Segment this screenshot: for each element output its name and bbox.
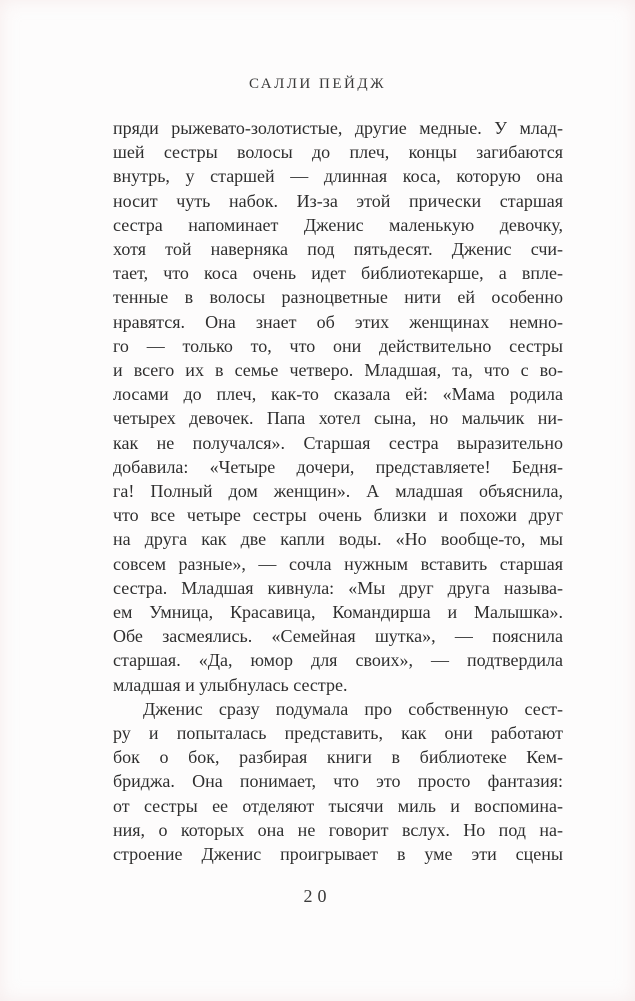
text-line: хотя той наверняка под пятьдесят. Дженис счи- bbox=[113, 239, 563, 260]
paragraph bbox=[113, 697, 563, 866]
text-line: носит чуть набок. Из-за этой прически старшая bbox=[113, 190, 563, 211]
text-line: сестра напоминает Дженис маленькую девочку, bbox=[113, 214, 563, 235]
text-line: бриджа. Она понимает, что это просто фантазия: bbox=[113, 771, 563, 792]
text-line: го — только то, что они действительно сестры bbox=[113, 335, 563, 356]
running-header-author: САЛЛИ ПЕЙДЖ bbox=[248, 76, 387, 92]
text-line: лосами до плеч, как-то сказала ей: «Мама родила bbox=[113, 384, 563, 405]
page-text bbox=[113, 116, 563, 866]
text-line: что все четыре сестры очень близки и похожи друг bbox=[113, 505, 563, 526]
text-line: бок о бок, разбирая книги в библиотеке Кем- bbox=[113, 747, 563, 768]
text-line: младшая и улыбнулась сестре. bbox=[113, 674, 348, 695]
text-line: Обе засмеялись. «Семейная шутка», — пояснила bbox=[113, 626, 563, 647]
text-line: ру и попыталась представить, как они работают bbox=[113, 723, 563, 744]
text-line: тает, что коса очень идет библиотекарше, а впле- bbox=[113, 263, 563, 284]
page-number: 20 bbox=[303, 886, 332, 906]
text-line: как не получался». Старшая сестра выразительно bbox=[113, 432, 563, 453]
text-line: Дженис сразу подумала про собственную сест- bbox=[143, 698, 563, 719]
text-line: га! Полный дом женщин». А младшая объяснила, bbox=[113, 481, 563, 502]
text-line: тенные в волосы разноцветные нити ей особенно bbox=[113, 287, 563, 308]
text-line: старшая. «Да, юмор для своих», — подтвердила bbox=[113, 650, 563, 671]
text-line: ем Умница, Красавица, Командирша и Малышка». bbox=[113, 602, 563, 623]
text-line: ния, о которых она не говорит вслух. Но под на- bbox=[113, 819, 563, 840]
text-line: добавила: «Четыре дочери, представляете! Бедня- bbox=[113, 456, 563, 477]
text-line: четырех девочек. Папа хотел сына, но мальчик ни- bbox=[113, 408, 563, 429]
text-line: совсем разные», — сочла нужным вставить старшая bbox=[113, 553, 563, 574]
text-line: строение Дженис проигрывает в уме эти сцены bbox=[113, 844, 563, 865]
text-line: и всего их в семье четверо. Младшая, та, что с во- bbox=[113, 360, 563, 381]
text-line: внутрь, у старшей — длинная коса, которую она bbox=[113, 166, 563, 187]
text-line: от сестры ее отделяют тысячи миль и воспомина- bbox=[113, 795, 563, 816]
text-line: на друга как две капли воды. «Но вообще-то, мы bbox=[113, 529, 563, 550]
text-line: сестра. Младшая кивнула: «Мы друг друга называ- bbox=[113, 577, 563, 598]
text-line: нравятся. Она знает об этих женщинах немно- bbox=[113, 311, 563, 332]
paragraph bbox=[113, 116, 563, 697]
text-line: пряди рыжевато-золотистые, другие медные. У млад- bbox=[113, 118, 563, 138]
text-line: шей сестры волосы до плеч, концы загибаются bbox=[113, 142, 563, 163]
